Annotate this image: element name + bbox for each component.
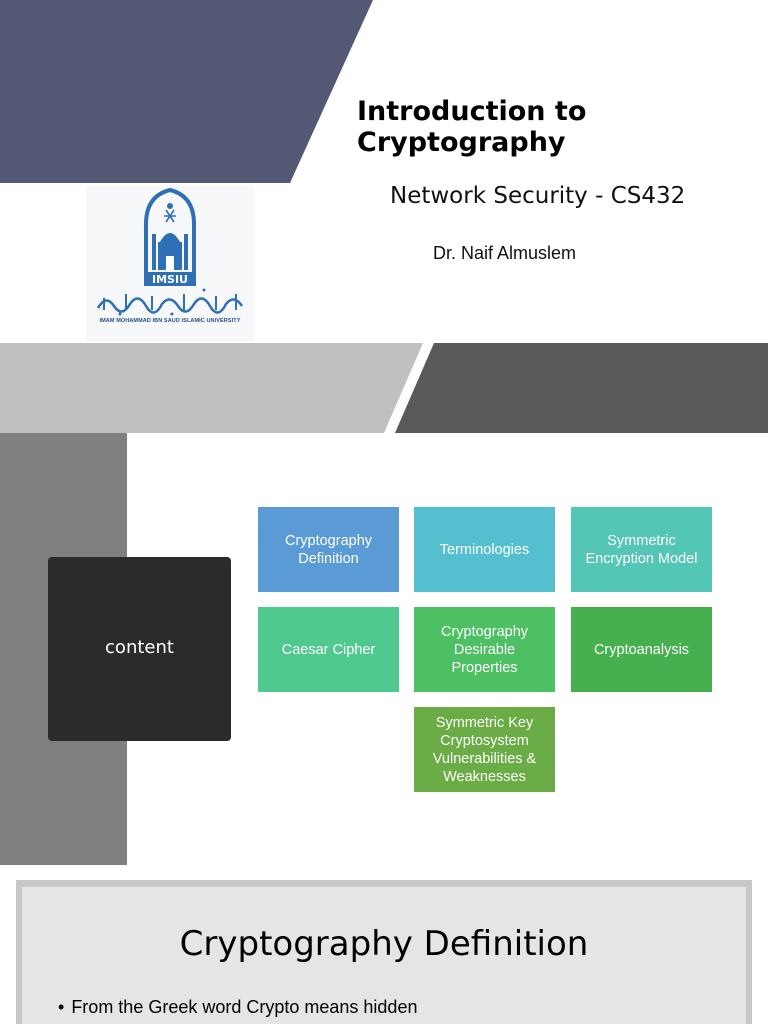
definition-slide bbox=[0, 880, 768, 1024]
slide-title: Cryptography Definition bbox=[179, 924, 589, 964]
slide-divider-band bbox=[0, 343, 768, 433]
banner-polygon bbox=[0, 0, 373, 183]
tile-cryptography-definition: Cryptography Definition bbox=[258, 507, 399, 592]
divider-left-shape bbox=[0, 343, 423, 433]
tile-terminologies: Terminologies bbox=[414, 507, 555, 592]
slide-title: Introduction to Cryptography bbox=[357, 96, 587, 158]
logo-university-name: IMAM MOHAMMAD IBN SAUD ISLAMIC UNIVERSITY bbox=[99, 318, 241, 324]
author-name: Dr. Naif Almuslem bbox=[433, 243, 577, 263]
divider-shapes bbox=[0, 343, 768, 433]
tile-vulnerabilities: Symmetric Key Cryptosystem Vulnerabilities & Weaknesses bbox=[414, 707, 555, 792]
content-heading: content bbox=[105, 637, 174, 658]
content-heading-box bbox=[48, 557, 231, 741]
slide-subtitle: Network Security - CS432 bbox=[390, 183, 686, 209]
tile-cryptoanalysis: Cryptoanalysis bbox=[571, 607, 712, 692]
content-slide bbox=[0, 433, 768, 865]
tile-caesar-cipher: Caesar Cipher bbox=[258, 607, 399, 692]
bullet-dot-icon: • bbox=[58, 997, 65, 1017]
divider-right-shape bbox=[395, 343, 768, 433]
university-logo bbox=[86, 186, 254, 341]
logo-emblem-icon bbox=[86, 186, 254, 318]
tile-symmetric-encryption-model: Symmetric Encryption Model bbox=[571, 507, 712, 592]
title-banner-shape bbox=[0, 0, 768, 186]
bullet-text: From the Greek word Crypto means hidden bbox=[71, 997, 418, 1017]
tile-desirable-properties: Cryptography Desirable Properties bbox=[414, 607, 555, 692]
bullet-item bbox=[58, 997, 417, 1018]
title-slide bbox=[0, 0, 768, 343]
logo-abbr: IMSIU bbox=[152, 273, 188, 286]
